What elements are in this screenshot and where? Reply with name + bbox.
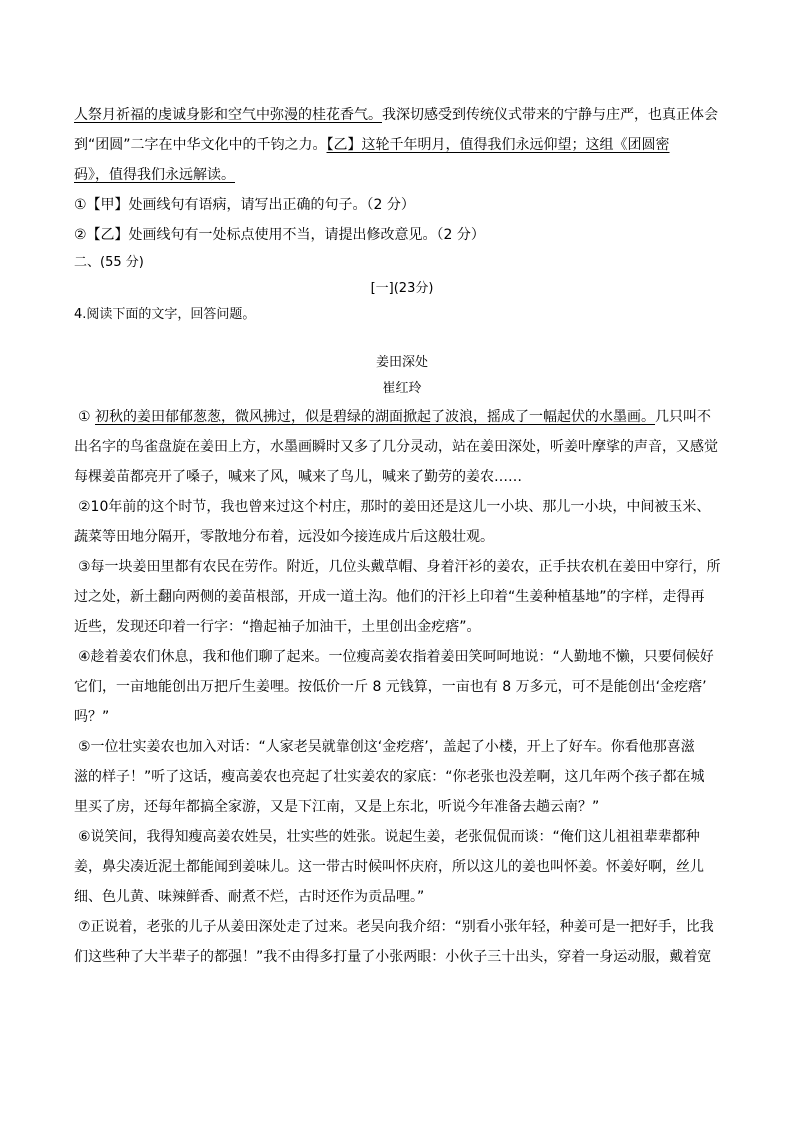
paragraph-7-line-1: ⑦正说着，老张的儿子从姜田深处走了过来。老吴向我介绍：“别看小张年轻，种姜可是一把好手，比我 [78, 919, 714, 935]
paragraph-7-line-2: 们这些种了大半辈子的都强！”我不由得多打量了小张两眼：小伙子三十出头，穿着一身运动服，戴着宽 [74, 949, 712, 965]
intro-line-3 [74, 160, 730, 190]
article-author: 崔红玲 [382, 381, 422, 396]
paragraph-6-line-3: 细、色儿黄、味辣鲜香、耐煮不烂，古时还作为贡品哩。” [74, 889, 425, 905]
paragraph-5-line-3: 里买了房，还每年都搞全家游，又是下江南，又是上东北，听说今年准备去趟云南？” [74, 799, 600, 815]
paragraph-1-line-1 [74, 402, 730, 432]
paragraph-text: 几只叫不 [655, 409, 712, 425]
underlined-sentence: 这轮千年明月，值得我们永远仰望；这组《团圆密 [361, 137, 670, 153]
paragraph-4-line-3: 吗？” [74, 709, 110, 725]
spacer [74, 328, 730, 350]
section-subheading: [一](23分) [370, 281, 434, 296]
intro-line-1 [74, 100, 730, 130]
paragraph-marker: ① [78, 409, 91, 425]
underlined-sentence: 码》，值得我们永远解读。 [74, 167, 235, 183]
section-heading: 二、(55 分) [74, 255, 144, 270]
paragraph-4-line-1: ④趁着姜农们休息，我和他们聊了起来。一位瘦高姜农指着姜田笑呵呵地说：“人勤地不懒，只要伺候好 [78, 649, 714, 665]
intro-line-2 [74, 130, 730, 160]
paragraph-1-line-3: 每棵姜苗都亮开了嗓子，喊来了风，喊来了鸟儿，喊来了勤劳的姜农…… [74, 469, 522, 485]
paragraph-2-line-1: ②10年前的这个时节，我也曾来过这个村庄，那时的姜田还是这儿一小块、那儿一小块，中间被玉米、 [78, 499, 711, 515]
paragraph-3-line-2: 过之处，新土翻向两侧的姜苗根部，开成一道土沟。他们的汗衫上印着“生姜种植基地”的字样，走得再 [74, 589, 705, 605]
paragraph-2-line-2: 蔬菜等田地分隔开，零散地分布着，远没如今接连成片后这般壮观。 [74, 529, 494, 545]
intro-text: 到“团圆”二字在中华文化中的千钧之力。 [74, 137, 327, 153]
marker-yi: 【乙】 [326, 137, 362, 153]
reading-instruction: 4.阅读下面的文字，回答问题。 [74, 307, 256, 322]
paragraph-4-line-2: 它们，一亩地能创出万把斤生姜哩。按低价一斤 8 元钱算，一亩也有 8 万多元，可不是能创出‘金疙瘩’ [74, 679, 707, 695]
intro-text: 我深切感受到传统仪式带来的宁静与庄严，也真正体会 [382, 107, 718, 123]
underlined-sentence: 初秋的姜田郁郁葱葱，微风拂过，似是碧绿的湖面掀起了波浪，摇成了一幅起伏的水墨画。 [95, 409, 656, 425]
paragraph-5-line-1: ⑤一位壮实姜农也加入对话：“人家老吴就靠创这‘金疙瘩’，盖起了小楼，开上了好车。你看他那喜滋 [78, 739, 695, 755]
document-body [74, 100, 730, 972]
underlined-sentence: 人祭月祈福的虔诚身影和空气中弥漫的桂花香气。 [74, 107, 382, 123]
paragraph-6-line-1: ⑥说笑间，我得知瘦高姜农姓吴，壮实些的姓张。说起生姜，老张侃侃而谈：“俺们这儿祖祖辈辈都种 [78, 829, 700, 845]
paragraph-1-line-2: 出名字的鸟雀盘旋在姜田上方，水墨画瞬时又多了几分灵动，站在姜田深处，听姜叶摩挲的声音，又感觉 [74, 439, 718, 455]
article-title: 姜田深处 [375, 355, 428, 370]
question-2: ②【乙】处画线句有一处标点使用不当，请提出修改意见。（2 分） [74, 227, 485, 243]
question-1: ①【甲】处画线句有语病，请写出正确的句子。（2 分） [74, 197, 415, 213]
paragraph-3-line-3: 近些，发现还印着一行字：“撸起袖子加油干，土里创出金疙瘩”。 [74, 619, 481, 635]
paragraph-5-line-2: 滋的样子！”听了这话，瘦高姜农也亮起了壮实姜农的家底：“你老张也没差啊，这几年两个孩子都在城 [74, 769, 705, 785]
paragraph-3-line-1: ③每一块姜田里都有农民在劳作。附近，几位头戴草帽、身着汗衫的姜农，正手扶农机在姜田中穿行，所 [78, 559, 721, 575]
paragraph-6-line-2: 姜，鼻尖凑近泥土都能闻到姜味儿。这一带古时候叫怀庆府，所以这儿的姜也叫怀姜。怀姜好啊，丝儿 [74, 859, 704, 875]
